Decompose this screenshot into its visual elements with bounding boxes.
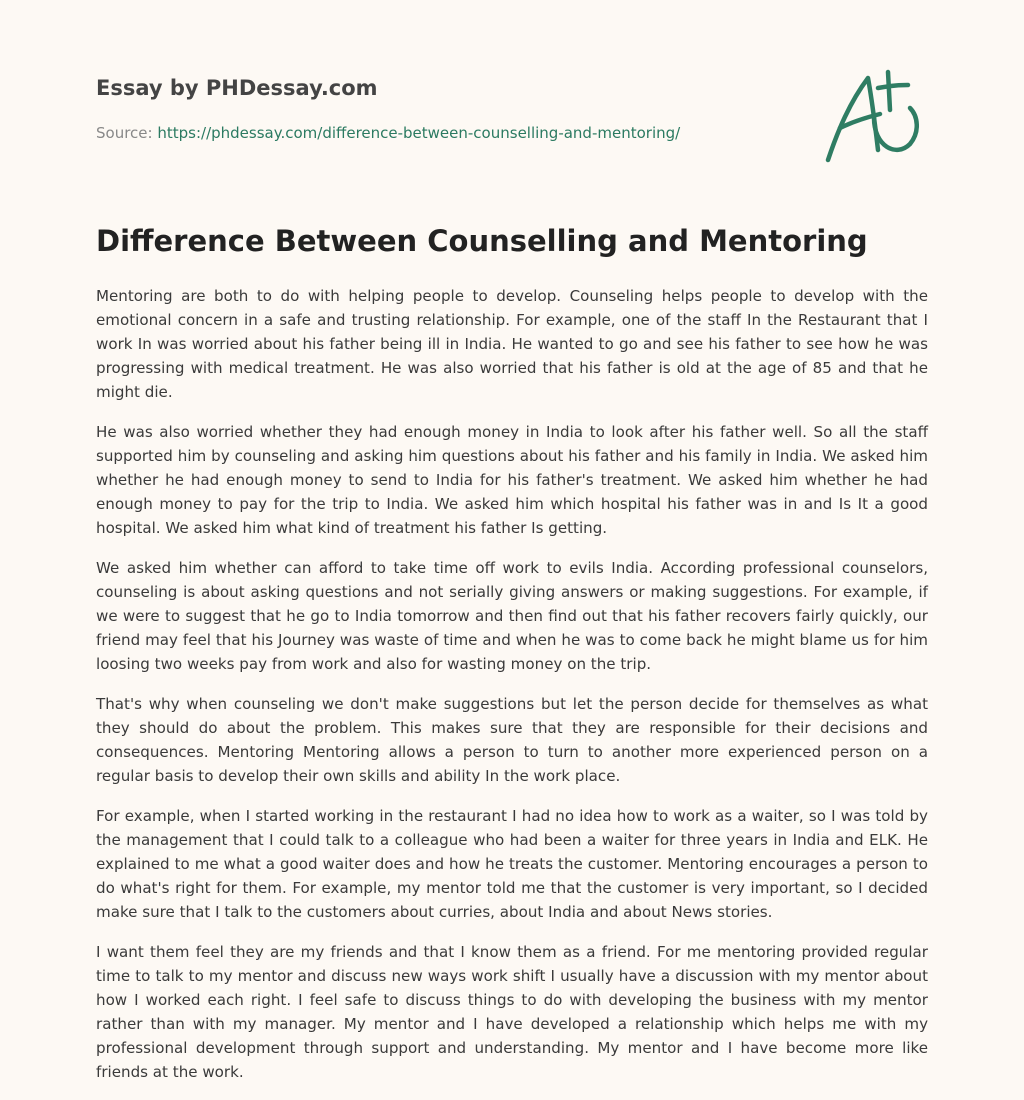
a-plus-grade-icon bbox=[824, 66, 928, 166]
source-line bbox=[96, 124, 680, 142]
essay-paragraph: Mentoring are both to do with helping people to develop. Counseling helps people to develop with the emotional concern in a safe and trusting relationship. For example, one of the staff In the Restaurant that I work In was worried about his father being ill in India. He wanted to go and see his father to see how he was progressing with medical treatment. He was also worried that his father is old at the age of 85 and that he might die. bbox=[96, 287, 928, 401]
essay-paragraph: He was also worried whether they had enough money in India to look after his father well. So all the staff supported him by counseling and asking him questions about his father and his family in India. We asked him whether he had enough money to send to India for his father's treatment. We asked him whether he had enough money to pay for the trip to India. We asked him which hospital his father was in and Is It a good hospital. We asked him what kind of treatment his father Is getting. bbox=[96, 423, 928, 537]
essay-paragraph: We asked him whether can afford to take time off work to evils India. According professional counselors, counseling is about asking questions and not serially giving answers or making suggestions. For example, if we were to suggest that he go to India tomorrow and then find out that his father recovers fairly quickly, our friend may feel that his Journey was waste of time and when he was to come back he might blame us for him loosing two weeks pay from work and also for wasting money on the trip. bbox=[96, 559, 928, 673]
site-title: Essay by PHDessay.com bbox=[96, 76, 378, 100]
source-label: Source: bbox=[96, 124, 153, 142]
essay-body bbox=[96, 284, 928, 1100]
essay-title: Difference Between Counselling and Mentoring bbox=[96, 224, 868, 258]
source-link[interactable]: https://phdessay.com/difference-between-counselling-and-mentoring/ bbox=[157, 124, 681, 142]
essay-page bbox=[96, 0, 928, 1081]
essay-paragraph: That's why when counseling we don't make suggestions but let the person decide for themselves as what they should do about the problem. This makes sure that they are responsible for their decisions and consequences. Mentoring Mentoring allows a person to turn to another more experienced person on a regular basis to develop their own skills and ability In the work place. bbox=[96, 695, 928, 785]
essay-paragraph: I want them feel they are my friends and that I know them as a friend. For me mentoring provided regular time to talk to my mentor and discuss new ways work shift I usually have a discussion with my mentor about how I worked each right. I feel safe to discuss things to do with developing the business with my mentor rather than with my manager. My mentor and I have developed a relationship which helps me with my professional development through support and understanding. My mentor and I have become more like friends at the work. bbox=[96, 943, 928, 1081]
essay-paragraph: For example, when I started working in the restaurant I had no idea how to work as a waiter, so I was told by the management that I could talk to a colleague who had been a waiter for three years in India and ELK. He explained to me what a good waiter does and how he treats the customer. Mentoring encourages a person to do what's right for them. For example, my mentor told me that the customer is very important, so I decided make sure that I talk to the customers about curries, about India and about News stories. bbox=[96, 807, 928, 921]
